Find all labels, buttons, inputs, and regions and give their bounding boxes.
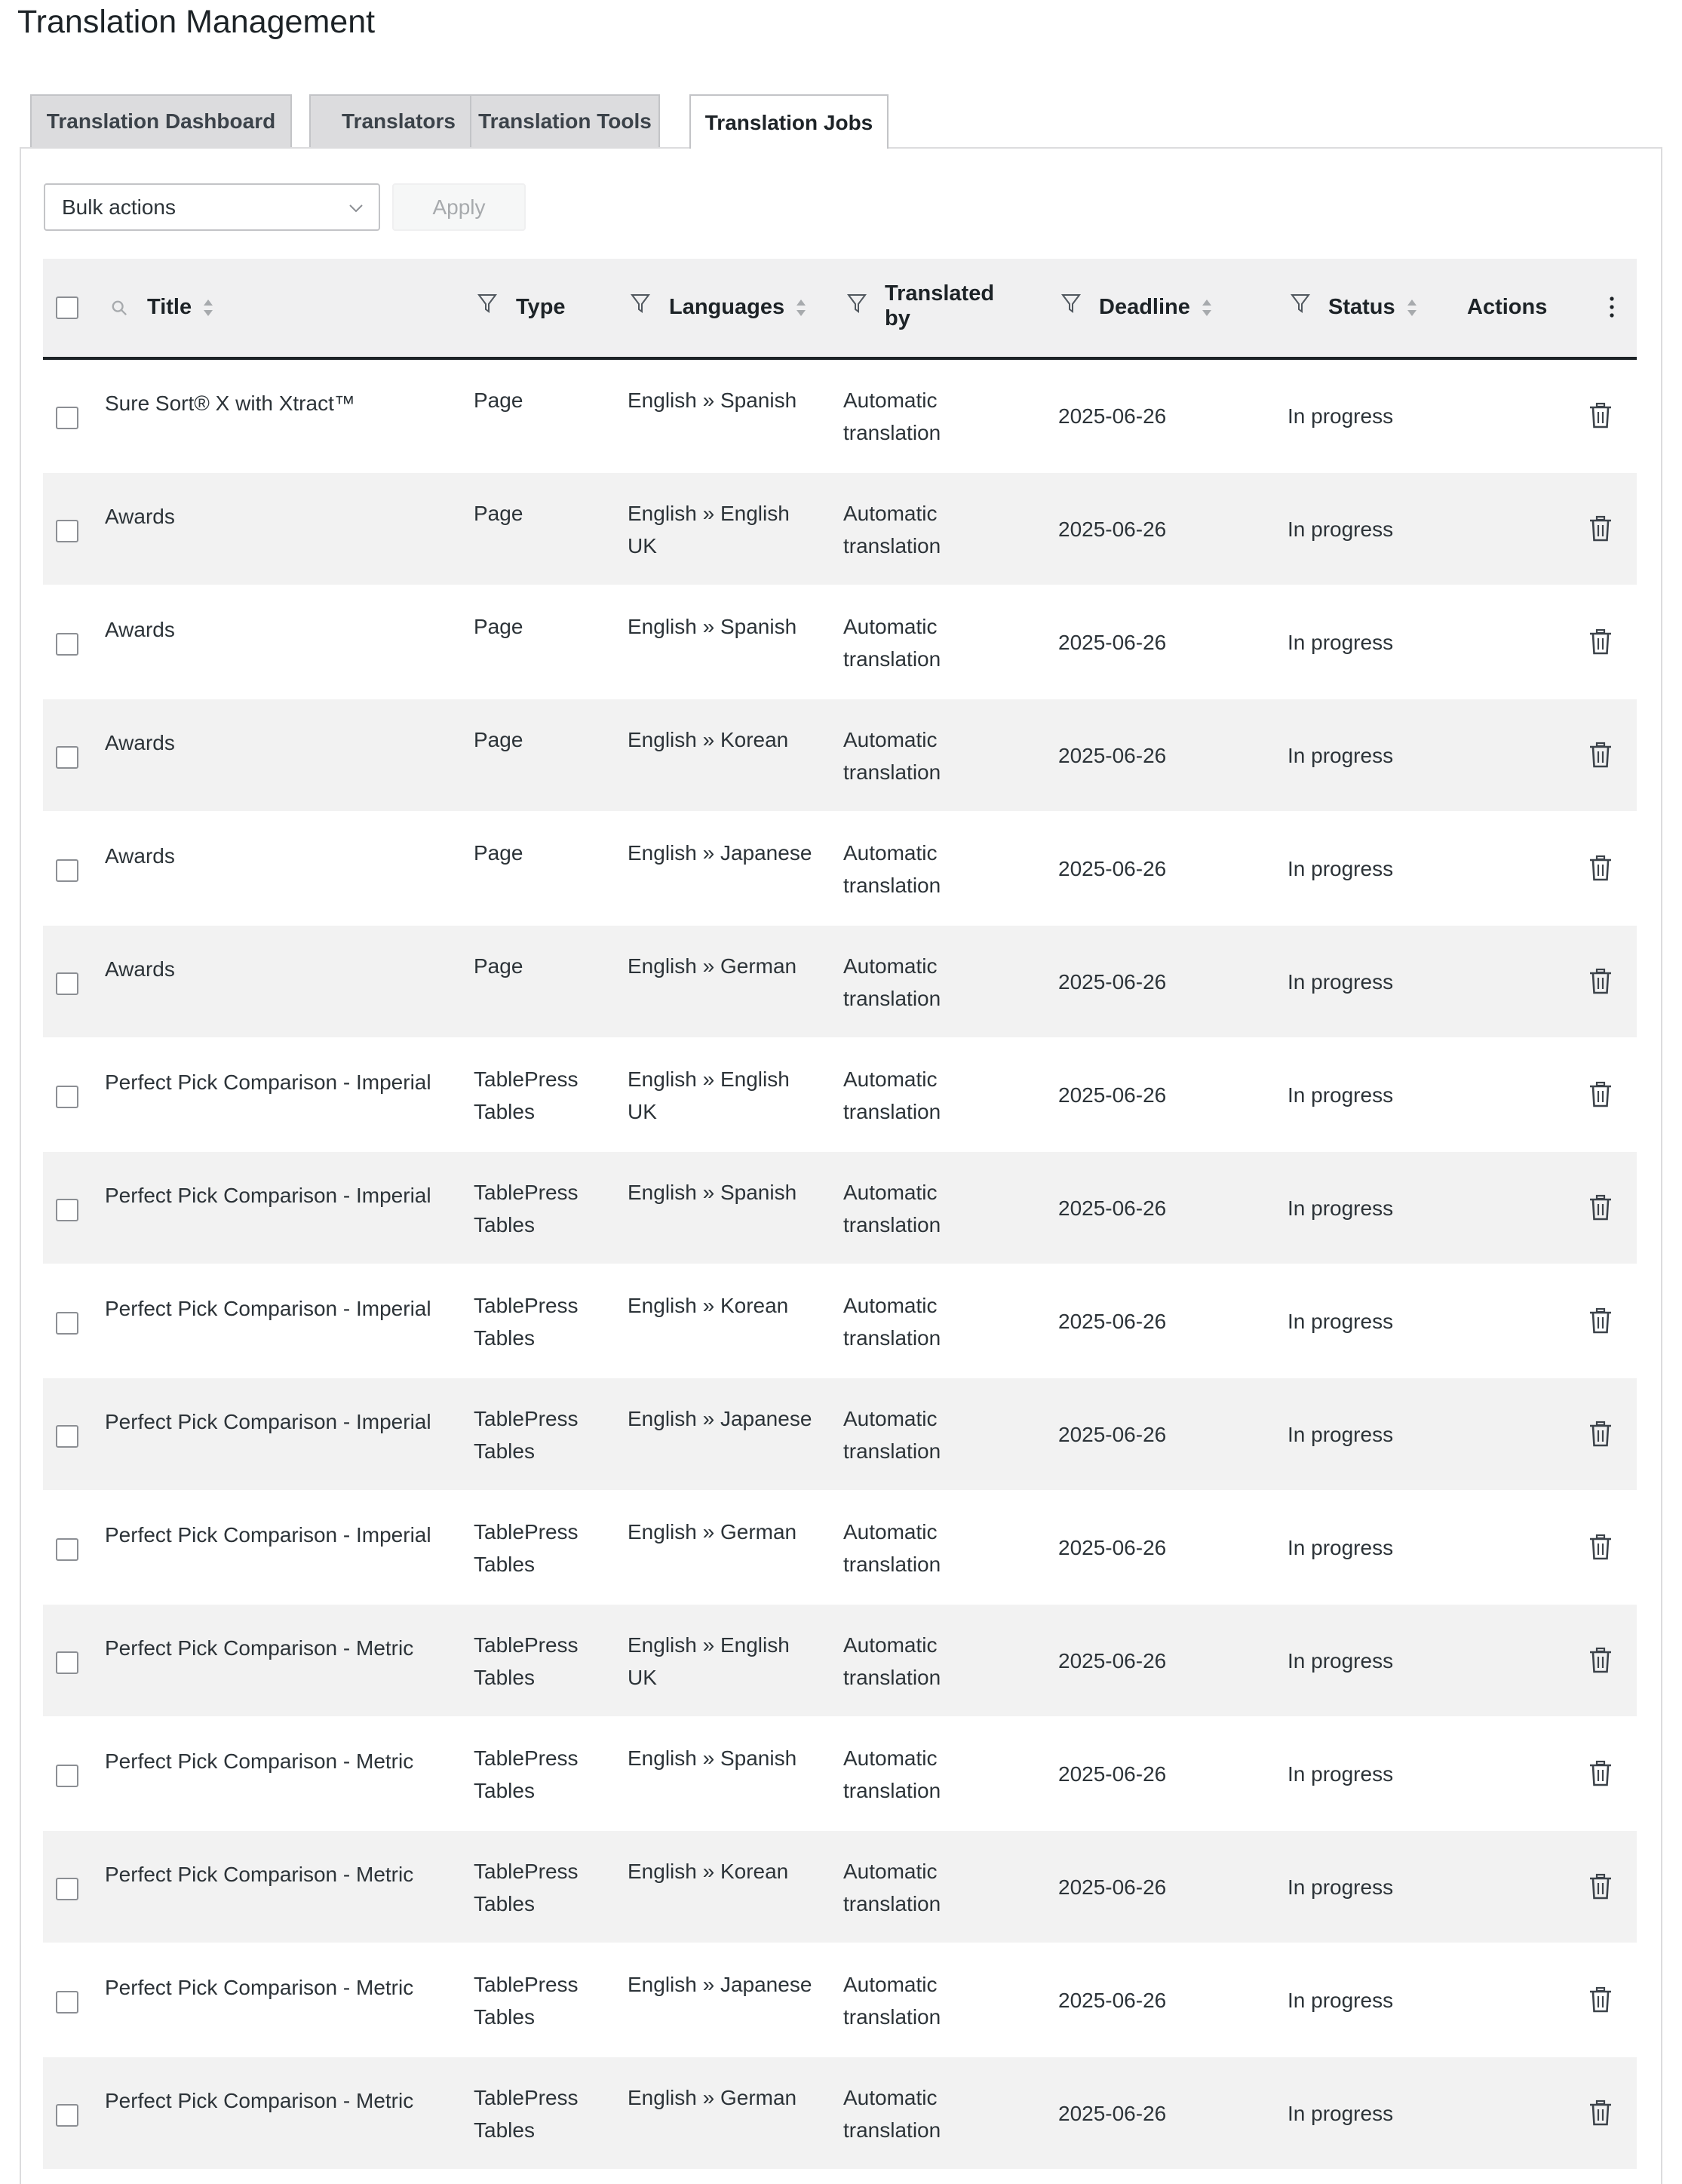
cell-languages-line1: English » Japanese [628,841,812,865]
cell-status: In progress [1288,631,1394,654]
cell-type [474,1063,579,1128]
table-row [43,1831,1637,1943]
cell-title[interactable]: Perfect Pick Comparison - Imperial [105,1410,431,1433]
trash-icon[interactable] [1589,855,1612,882]
cell-title[interactable]: Perfect Pick Comparison - Metric [105,2089,414,2112]
cell-languages-line1: English » Korean [628,728,789,751]
trash-icon[interactable] [1589,1081,1612,1108]
cell-translated-by-line2: translation [843,2005,941,2029]
row-checkbox[interactable] [56,859,78,882]
cell-languages [628,2081,796,2114]
trash-icon[interactable] [1589,1986,1612,2014]
row-checkbox[interactable] [56,1199,78,1221]
table-row [43,699,1637,811]
cell-translated-by-line1: Automatic [843,1181,938,1204]
cell-languages [628,1629,790,1694]
cell-translated-by-line1: Automatic [843,1407,938,1430]
row-checkbox[interactable] [56,1651,78,1674]
cell-languages [628,1176,796,1209]
cell-deadline: 2025-06-26 [1058,1649,1167,1673]
cell-title[interactable]: Perfect Pick Comparison - Metric [105,1863,414,1886]
cell-status: In progress [1288,857,1394,880]
table-row [43,360,1637,472]
cell-languages-line1: English » Korean [628,1294,789,1317]
cell-translated-by-line1: Automatic [843,728,938,751]
trash-icon[interactable] [1589,1194,1612,1221]
cell-status: In progress [1288,1989,1394,2012]
cell-type [474,1289,579,1354]
row-checkbox[interactable] [56,2104,78,2127]
cell-status: In progress [1288,518,1394,541]
cell-translated-by [843,610,941,675]
column-deadline-label: Deadline [1099,295,1190,319]
row-checkbox[interactable] [56,633,78,656]
table-row [43,812,1637,924]
cell-type-line1: TablePress [474,1633,579,1657]
cell-title[interactable]: Perfect Pick Comparison - Imperial [105,1070,431,1094]
cell-type-line2: Tables [474,1553,535,1576]
trash-icon[interactable] [1589,1873,1612,1900]
row-checkbox[interactable] [56,746,78,769]
cell-languages-line1: English » Korean [628,1860,789,1883]
cell-status: In progress [1288,1196,1394,1220]
row-checkbox[interactable] [56,407,78,429]
cell-title[interactable]: Awards [105,731,175,754]
cell-translated-by [843,1516,941,1580]
table-header [43,259,1637,360]
cell-translated-by-line1: Automatic [843,1067,938,1091]
cell-type-line2: Tables [474,1666,535,1689]
row-checkbox[interactable] [56,1878,78,1900]
cell-type [474,2081,579,2146]
cell-type-line1: Page [474,954,523,978]
cell-translated-by [843,2081,941,2146]
cell-translated-by-line2: translation [843,874,941,897]
cell-deadline: 2025-06-26 [1058,1423,1167,1446]
trash-icon[interactable] [1589,968,1612,995]
cell-languages-line1: English » Spanish [628,1181,797,1204]
column-translated-by-line1: Translated [885,281,995,306]
cell-languages-line1: English » Spanish [628,389,797,412]
cell-translated-by-line2: translation [843,1892,941,1915]
trash-icon[interactable] [1589,1760,1612,1787]
page-title: Translation Management [17,4,376,40]
cell-translated-by-line2: translation [843,1100,941,1123]
cell-title[interactable]: Awards [105,618,175,641]
cell-translated-by [843,384,941,449]
sort-icon[interactable] [795,296,807,319]
cell-translated-by-line2: translation [843,1213,941,1236]
row-checkbox[interactable] [56,972,78,995]
cell-languages [628,1063,790,1128]
table-row [43,473,1637,585]
row-checkbox[interactable] [56,1538,78,1561]
cell-type-line1: TablePress [474,1520,579,1544]
cell-title[interactable]: Perfect Pick Comparison - Metric [105,1636,414,1660]
row-checkbox[interactable] [56,1086,78,1108]
sort-icon[interactable] [202,296,214,319]
cell-type-line1: TablePress [474,1407,579,1430]
cell-type-line2: Tables [474,1100,535,1123]
more-options-icon[interactable] [1609,295,1615,319]
bulk-actions-select[interactable] [44,183,380,231]
cell-languages-line1: English » English [628,1067,790,1091]
cell-translated-by-line1: Automatic [843,2086,938,2109]
cell-languages-line1: English » Japanese [628,1407,812,1430]
cell-languages [628,1289,788,1322]
cell-translated-by-line2: translation [843,1553,941,1576]
cell-deadline: 2025-06-26 [1058,2102,1167,2125]
cell-status: In progress [1288,744,1394,767]
cell-languages-line2: UK [628,1100,657,1123]
cell-title[interactable]: Perfect Pick Comparison - Metric [105,1976,414,1999]
cell-type [474,723,523,756]
trash-icon[interactable] [1589,1307,1612,1335]
cell-status: In progress [1288,1649,1394,1673]
table-row [43,1265,1637,1377]
tab-translation-dashboard[interactable]: Translation Dashboard [30,94,292,147]
cell-type [474,837,523,869]
trash-icon[interactable] [1589,402,1612,429]
cell-translated-by-line1: Automatic [843,1520,938,1544]
cell-status: In progress [1288,1083,1394,1107]
cell-translated-by [843,1629,941,1694]
cell-type-line2: Tables [474,2005,535,2029]
cell-translated-by-line2: translation [843,1326,941,1350]
column-actions-label: Actions [1467,295,1548,319]
row-checkbox[interactable] [56,1991,78,2014]
cell-languages-line1: English » Japanese [628,1973,812,1996]
cell-type-line1: Page [474,841,523,865]
cell-type [474,1516,579,1580]
apply-button[interactable]: Apply [392,183,526,231]
cell-translated-by-line2: translation [843,647,941,671]
cell-type-line1: TablePress [474,1294,579,1317]
cell-languages [628,1742,796,1774]
cell-translated-by-line2: translation [843,760,941,784]
cell-deadline: 2025-06-26 [1058,1083,1167,1107]
cell-type-line1: TablePress [474,1860,579,1883]
column-languages-label: Languages [669,295,785,319]
cell-languages [628,1968,812,2001]
cell-title[interactable]: Perfect Pick Comparison - Imperial [105,1523,431,1547]
cell-translated-by-line1: Automatic [843,841,938,865]
cell-status: In progress [1288,2102,1394,2125]
cell-translated-by [843,950,941,1015]
row-checkbox[interactable] [56,520,78,542]
cell-translated-by [843,1176,941,1241]
filter-icon[interactable] [1291,292,1310,315]
cell-translated-by-line2: translation [843,534,941,558]
filter-icon[interactable] [477,292,497,315]
row-checkbox[interactable] [56,1312,78,1335]
cell-languages [628,384,796,416]
cell-translated-by [843,497,941,562]
column-title-label: Title [147,295,192,319]
cell-type [474,950,523,982]
cell-title[interactable]: Perfect Pick Comparison - Imperial [105,1184,431,1207]
cell-translated-by [843,1289,941,1354]
cell-status: In progress [1288,1423,1394,1446]
cell-languages [628,1855,788,1888]
filter-icon[interactable] [631,292,650,315]
row-checkbox[interactable] [56,1425,78,1448]
cell-type-line2: Tables [474,1892,535,1915]
cell-deadline: 2025-06-26 [1058,1196,1167,1220]
cell-deadline: 2025-06-26 [1058,1536,1167,1559]
table-row [43,1605,1637,1716]
cell-languages [628,1402,812,1435]
sort-icon[interactable] [1201,296,1213,319]
cell-languages-line1: English » English [628,502,790,525]
cell-type-line2: Tables [474,1213,535,1236]
cell-deadline: 2025-06-26 [1058,1989,1167,2012]
cell-type-line1: Page [474,389,523,412]
cell-deadline: 2025-06-26 [1058,1875,1167,1899]
chevron-down-icon [348,203,364,213]
cell-type-line2: Tables [474,1779,535,1802]
trash-icon[interactable] [1589,742,1612,769]
column-deadline[interactable] [1099,295,1213,320]
cell-translated-by-line2: translation [843,1666,941,1689]
table-row [43,586,1637,698]
cell-title[interactable]: Awards [105,957,175,981]
bulk-actions-label: Bulk actions [62,195,176,219]
cell-deadline: 2025-06-26 [1058,970,1167,994]
cell-status: In progress [1288,1536,1394,1559]
cell-translated-by [843,723,941,788]
cell-deadline: 2025-06-26 [1058,1762,1167,1786]
cell-type-line1: TablePress [474,1746,579,1770]
cell-languages-line1: English » Spanish [628,1746,797,1770]
cell-deadline: 2025-06-26 [1058,518,1167,541]
cell-translated-by-line1: Automatic [843,1633,938,1657]
cell-type-line1: TablePress [474,1067,579,1091]
cell-languages [628,723,788,756]
cell-languages [628,837,812,869]
table-row [43,1152,1637,1264]
cell-type-line1: Page [474,615,523,638]
cell-type [474,1855,579,1920]
column-translated-by [885,281,994,331]
cell-type-line1: TablePress [474,2086,579,2109]
column-languages[interactable] [669,295,807,320]
cell-deadline: 2025-06-26 [1058,631,1167,654]
cell-status: In progress [1288,1762,1394,1786]
cell-translated-by-line2: translation [843,421,941,444]
cell-status: In progress [1288,1875,1394,1899]
cell-languages [628,610,796,643]
table-row [43,2057,1637,2169]
cell-translated-by-line1: Automatic [843,1973,938,1996]
column-status-label: Status [1328,295,1395,319]
tab-translation-tools[interactable]: Translation Tools [470,94,660,147]
cell-languages [628,497,790,562]
cell-deadline: 2025-06-26 [1058,857,1167,880]
cell-languages-line1: English » German [628,954,797,978]
cell-type [474,1629,579,1694]
cell-translated-by-line2: translation [843,2118,941,2142]
column-type [516,295,566,320]
trash-icon[interactable] [1589,1534,1612,1561]
sort-icon[interactable] [1406,296,1418,319]
cell-translated-by-line1: Automatic [843,1294,938,1317]
cell-title[interactable]: Perfect Pick Comparison - Imperial [105,1297,431,1320]
cell-languages [628,950,796,982]
cell-translated-by-line1: Automatic [843,1860,938,1883]
cell-languages-line2: UK [628,1666,657,1689]
cell-translated-by-line1: Automatic [843,954,938,978]
cell-status: In progress [1288,1310,1394,1333]
tab-translators[interactable]: Translators [309,94,488,147]
cell-type [474,610,523,643]
cell-type-line1: TablePress [474,1973,579,1996]
cell-languages-line1: English » German [628,1520,797,1544]
cell-deadline: 2025-06-26 [1058,1310,1167,1333]
cell-status: In progress [1288,404,1394,428]
cell-languages-line1: English » Spanish [628,615,797,638]
cell-title[interactable]: Perfect Pick Comparison - Metric [105,1749,414,1773]
trash-icon[interactable] [1589,2100,1612,2127]
column-actions [1467,295,1547,320]
cell-translated-by [843,1063,941,1128]
cell-deadline: 2025-06-26 [1058,404,1167,428]
cell-type-line1: Page [474,502,523,525]
cell-translated-by-line1: Automatic [843,1746,938,1770]
cell-languages-line1: English » German [628,2086,797,2109]
table-row [43,1039,1637,1150]
cell-translated-by [843,1402,941,1467]
row-checkbox[interactable] [56,1765,78,1787]
cell-deadline: 2025-06-26 [1058,744,1167,767]
cell-type [474,1742,579,1807]
select-all-checkbox[interactable] [56,296,78,319]
trash-icon[interactable] [1589,1421,1612,1448]
cell-type-line2: Tables [474,1326,535,1350]
table-row [43,1718,1637,1829]
cell-type [474,1402,579,1467]
cell-languages [628,1516,796,1548]
cell-translated-by-line2: translation [843,987,941,1010]
filter-icon[interactable] [1061,292,1081,315]
cell-title[interactable]: Awards [105,844,175,868]
cell-translated-by [843,1968,941,2033]
cell-type-line2: Tables [474,1439,535,1463]
cell-type-line1: Page [474,728,523,751]
cell-translated-by [843,1742,941,1807]
cell-translated-by-line2: translation [843,1439,941,1463]
cell-type [474,1176,579,1241]
table-row [43,1491,1637,1603]
cell-title[interactable]: Awards [105,505,175,528]
cell-languages-line1: English » English [628,1633,790,1657]
trash-icon[interactable] [1589,1647,1612,1674]
cell-translated-by [843,1855,941,1920]
cell-languages-line2: UK [628,534,657,558]
cell-translated-by [843,837,941,902]
cell-type [474,1968,579,2033]
cell-title[interactable]: Sure Sort® X with Xtract™ [105,392,355,415]
column-translated-by-line2: by [885,306,910,330]
column-type-label: Type [516,295,566,319]
table-row [43,1378,1637,1490]
filter-icon[interactable] [847,292,867,315]
cell-type [474,497,523,530]
cell-type [474,384,523,416]
trash-icon[interactable] [1589,515,1612,542]
cell-translated-by-line1: Automatic [843,615,938,638]
table-row [43,926,1637,1037]
cell-translated-by-line2: translation [843,1779,941,1802]
trash-icon[interactable] [1589,628,1612,656]
cell-translated-by-line1: Automatic [843,502,938,525]
table-row [43,1944,1637,2056]
tab-translation-jobs[interactable]: Translation Jobs [689,94,889,149]
cell-translated-by-line1: Automatic [843,389,938,412]
cell-type-line1: TablePress [474,1181,579,1204]
cell-status: In progress [1288,970,1394,994]
column-title[interactable] [111,295,214,320]
column-status[interactable] [1328,295,1418,320]
cell-type-line2: Tables [474,2118,535,2142]
search-icon[interactable] [111,299,127,316]
